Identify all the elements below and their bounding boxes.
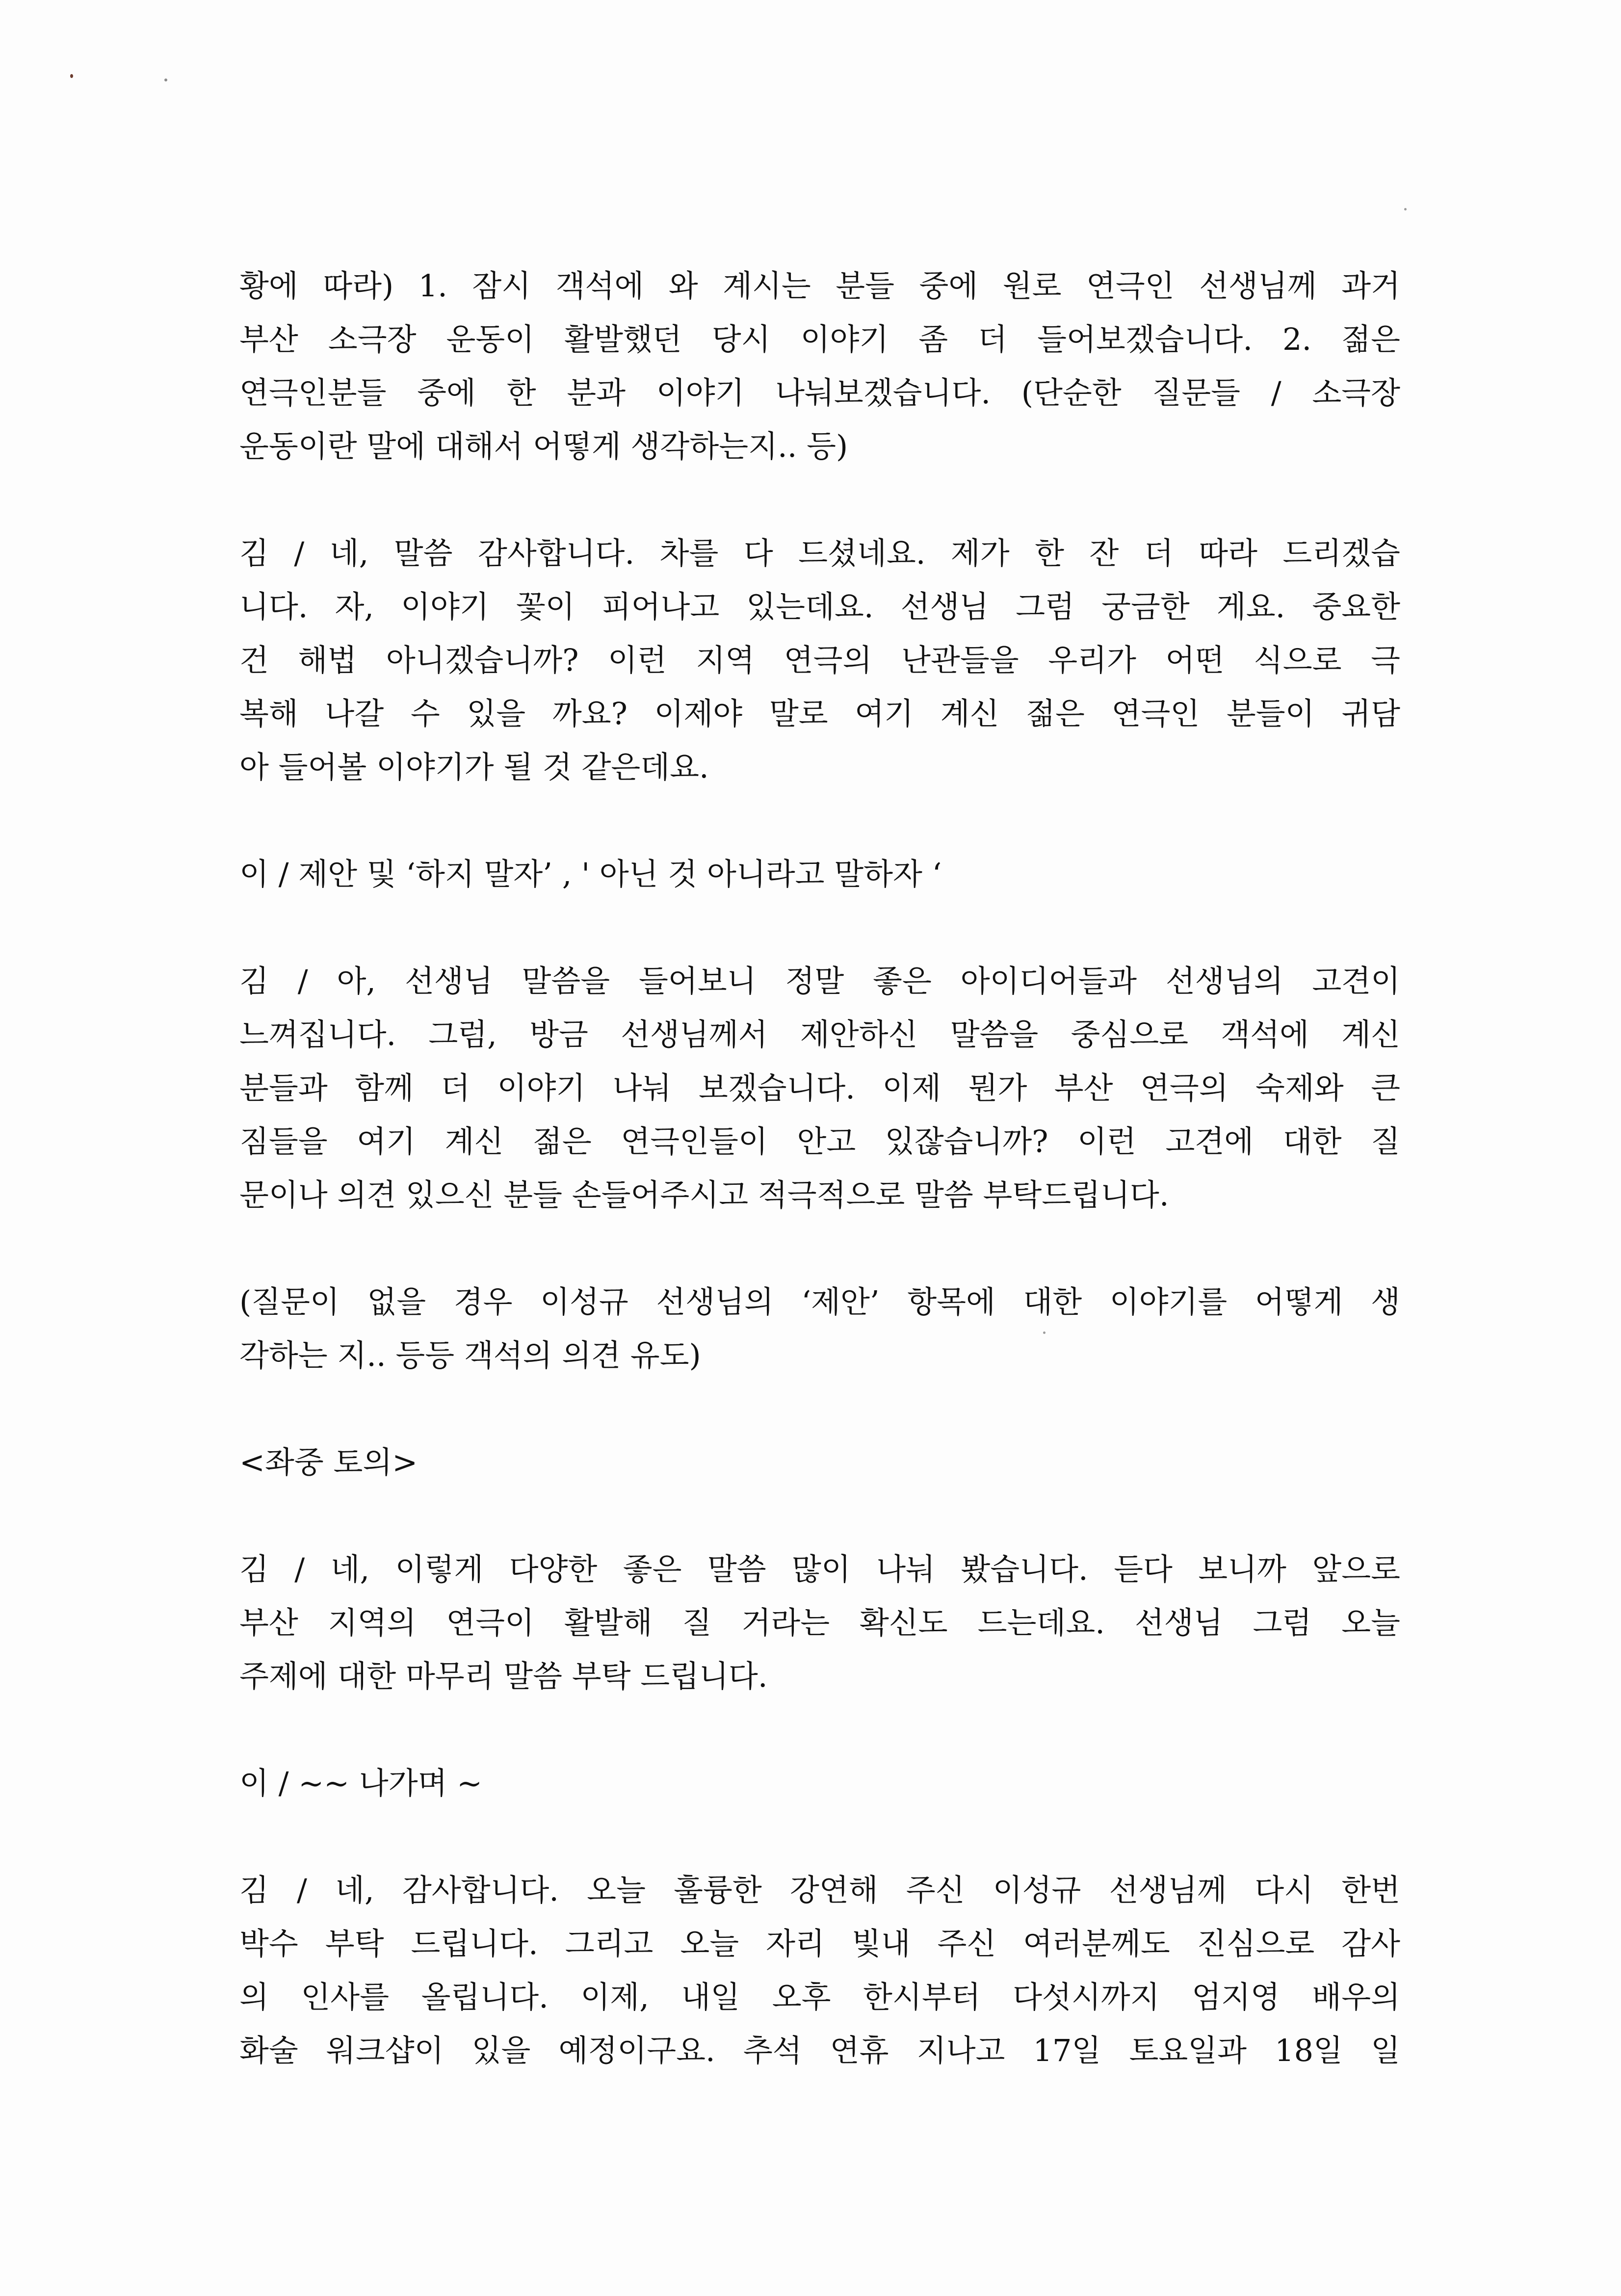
paragraph-stage-direction-no-questions bbox=[239, 1275, 1400, 1382]
text-line: 김 / 네, 감사합니다. 오늘 훌륭한 강연해 주신 이성규 선생님께 다시 한번 bbox=[239, 1872, 1400, 1908]
text-line: 각하는 지.. 등등 객석의 의견 유도) bbox=[239, 1337, 701, 1373]
text-line: 운동이란 말에 대해서 어떻게 생각하는지.. 등) bbox=[239, 428, 848, 464]
text-line: 주제에 대한 마무리 말씀 부탁 드립니다. bbox=[239, 1658, 768, 1694]
text-line: (질문이 없을 경우 이성규 선생님의 ‘제안’ 항목에 대한 이야기를 어떻게 생 bbox=[239, 1284, 1400, 1320]
paragraph-stage-direction-guests bbox=[239, 259, 1400, 473]
text-line: 분들과 함께 더 이야기 나눠 보겠습니다. 이제 뭔가 부산 연극의 숙제와 큰 bbox=[239, 1070, 1400, 1106]
scan-speck bbox=[70, 74, 73, 78]
text-line: 김 / 네, 말씀 감사합니다. 차를 다 드셨네요. 제가 한 잔 더 따라 드리겠습 bbox=[239, 535, 1400, 571]
text-line: 황에 따라) 1. 잠시 객석에 와 계시는 분들 중에 원로 연극인 선생님께 과거 bbox=[239, 268, 1400, 304]
text-line: 화술 워크샵이 있을 예정이구요. 추석 연휴 지나고 17일 토요일과 18일 일 bbox=[239, 2033, 1400, 2068]
text-line: 의 인사를 올립니다. 이제, 내일 오후 한시부터 다섯시까지 엄지영 배우의 bbox=[239, 1979, 1400, 2015]
text-line: 복해 나갈 수 있을 까요? 이제야 말로 여기 계신 젊은 연극인 분들이 귀담 bbox=[239, 696, 1400, 731]
scan-speck bbox=[1404, 208, 1407, 210]
text-line: 연극인분들 중에 한 분과 이야기 나눠보겠습니다. (단순한 질문들 / 소극장 bbox=[239, 375, 1400, 411]
scan-speck bbox=[164, 78, 167, 81]
text-line: 부산 지역의 연극이 활발해 질 거라는 확신도 드는데요. 선생님 그럼 오늘 bbox=[239, 1605, 1400, 1641]
script-text-body bbox=[239, 259, 1400, 2131]
text-line: 부산 소극장 운동이 활발했던 당시 이야기 좀 더 들어보겠습니다. 2. 젊은 bbox=[239, 321, 1400, 357]
text-line: 건 해법 아니겠습니까? 이런 지역 연극의 난관들을 우리가 어떤 식으로 극 bbox=[239, 642, 1400, 678]
text-line: 이 / 제안 및 ‘하지 말자’ , ' 아닌 것 아니라고 말하자 ‘ bbox=[239, 856, 942, 892]
paragraph-host-kim-4 bbox=[239, 1863, 1400, 2077]
paragraph-host-kim-3 bbox=[239, 1542, 1400, 1703]
paragraph-speaker-lee-2 bbox=[239, 1756, 1400, 1810]
text-line: 문이나 의견 있으신 분들 손들어주시고 적극적으로 말씀 부탁드립니다. bbox=[239, 1177, 1169, 1213]
text-line: 김 / 아, 선생님 말씀을 들어보니 정말 좋은 아이디어들과 선생님의 고견이 bbox=[239, 963, 1400, 999]
text-line: 느껴집니다. 그럼, 방금 선생님께서 제안하신 말씀을 중심으로 객석에 계신 bbox=[239, 1017, 1400, 1052]
text-line: 김 / 네, 이렇게 다양한 좋은 말씀 많이 나눠 봤습니다. 듣다 보니까 앞으로 bbox=[239, 1551, 1400, 1587]
text-line: 박수 부탁 드립니다. 그리고 오늘 자리 빛내 주신 여러분께도 진심으로 감사 bbox=[239, 1926, 1400, 1961]
text-line: 이 / ~~ 나가며 ~ bbox=[239, 1765, 483, 1801]
text-line: 니다. 자, 이야기 꽃이 피어나고 있는데요. 선생님 그럼 궁금한 게요. 중요한 bbox=[239, 589, 1400, 625]
paragraph-host-kim-2 bbox=[239, 954, 1400, 1222]
text-line: 짐들을 여기 계신 젊은 연극인들이 안고 있잖습니까? 이런 고견에 대한 질 bbox=[239, 1123, 1400, 1159]
text-line: <좌중 토의> bbox=[239, 1444, 418, 1480]
paragraph-speaker-lee-1 bbox=[239, 847, 1400, 901]
paragraph-host-kim-1 bbox=[239, 526, 1400, 794]
text-line: 아 들어볼 이야기가 될 것 같은데요. bbox=[239, 749, 709, 785]
paragraph-floor-discussion bbox=[239, 1435, 1400, 1489]
